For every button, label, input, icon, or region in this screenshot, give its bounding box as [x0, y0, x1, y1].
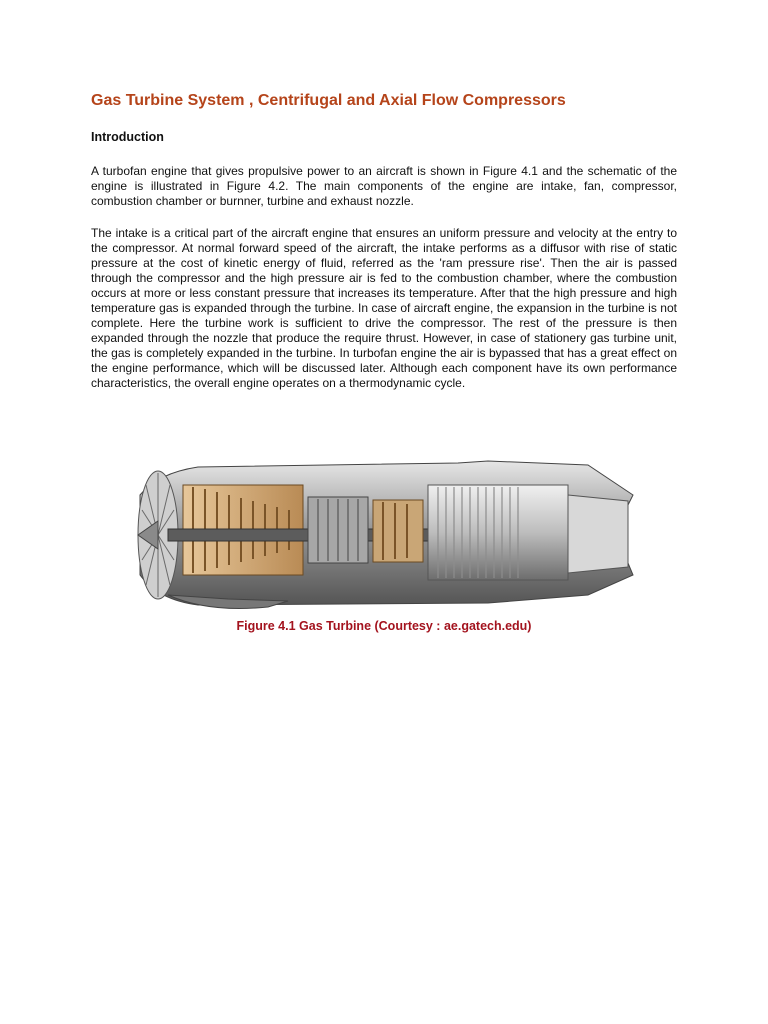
section-heading: Introduction	[91, 130, 164, 144]
figure-caption: Figure 4.1 Gas Turbine (Courtesy : ae.gatech.edu)	[236, 619, 532, 633]
paragraph-2: The intake is a critical part of the aircraft engine that ensures an uniform pressure and velocity at the entry to the compressor. At normal forward speed of the aircraft, the intake performs as a diffusor with rise of static pressure at the cost of kinetic energy of fluid, referred as the 'ram pressure rise'. Then the air is passed through the compressor and the high pressure air is fed to the combustion chamber, where the combustion occurs at more or less constant pressure that increases its temperature. After that the high pressure and high temperature gas is expanded through the turbine. In case of aircraft engine, the expansion in the turbine is not complete. Here the turbine work is sufficient to drive the compressor. The rest of the pressure is then expanded through the nozzle that produce the require thrust. However, in case of stationery gas turbine unit, the gas is completely expanded in the turbine. In turbofan engine the air is bypassed that has a great effect on the engine performance, which will be discussed later. Although each component have its own performance characteristics, the overall engine operates on a thermodynamic cycle.	[91, 226, 677, 390]
paragraph-1: A turbofan engine that gives propulsive power to an aircraft is shown in Figure 4.1 and the schematic of the engine is illustrated in Figure 4.2. The main components of the engine are intake, fan, compressor, combustion chamber or burnner, turbine and exhaust nozzle.	[91, 164, 677, 208]
gas-turbine-cutaway-illustration	[128, 455, 638, 615]
page-title: Gas Turbine System , Centrifugal and Axial Flow Compressors	[91, 92, 566, 109]
gas-turbine-figure	[128, 455, 638, 615]
